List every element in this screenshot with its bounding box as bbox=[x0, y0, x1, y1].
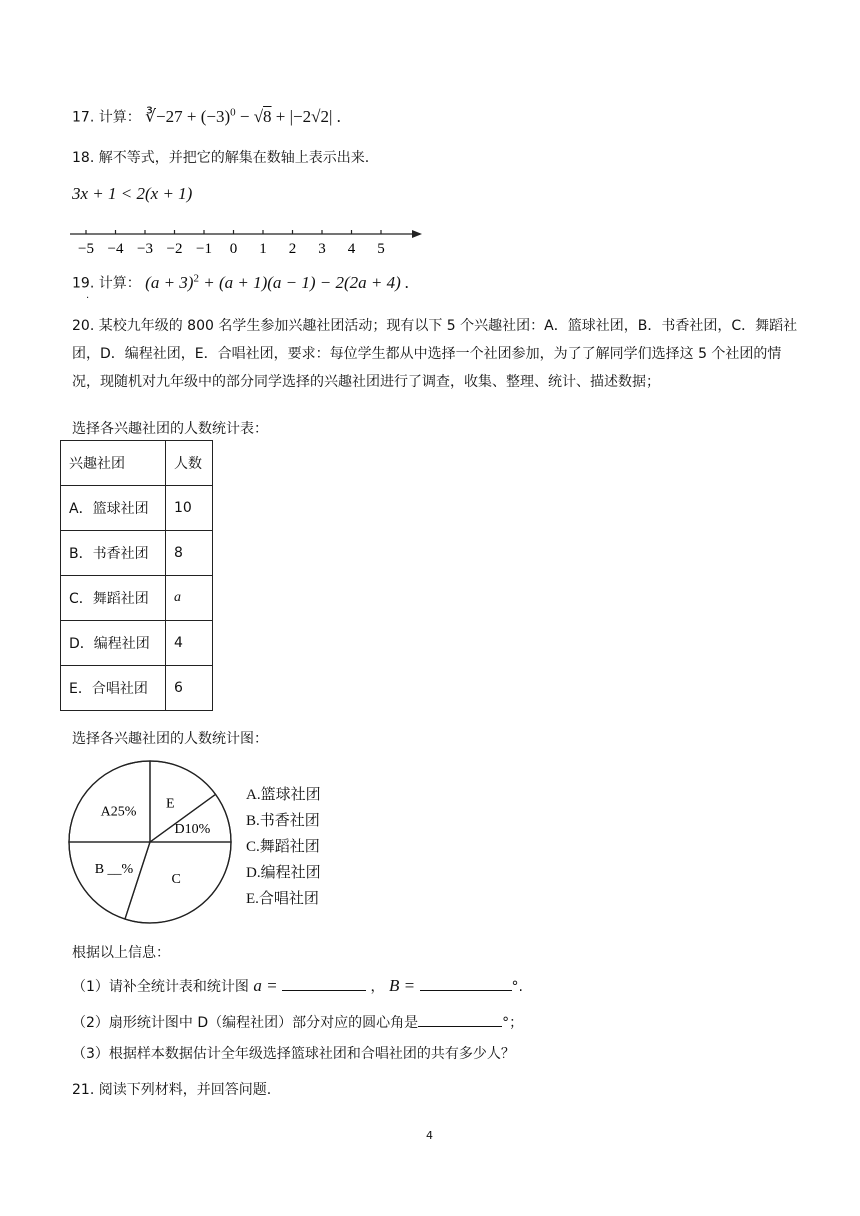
number-line-tick-label: −1 bbox=[196, 241, 212, 257]
question-19 bbox=[72, 272, 409, 293]
question-17 bbox=[72, 106, 341, 127]
question-17-expression bbox=[145, 107, 341, 126]
number-line-tick-label: 0 bbox=[229, 241, 238, 257]
table-cell-club: B．书香社团 bbox=[61, 531, 166, 576]
dot-mark: . bbox=[86, 290, 90, 301]
expr-part: + |−2√2| . bbox=[271, 106, 341, 126]
page-number: 4 bbox=[426, 1129, 433, 1142]
table-cell-club: C．舞蹈社团 bbox=[61, 576, 166, 621]
number-line-tick-label: 1 bbox=[259, 241, 267, 257]
number-line-tick-label: 4 bbox=[347, 241, 356, 257]
exponent: 2 bbox=[193, 272, 199, 284]
pie-chart bbox=[60, 756, 240, 926]
table-row bbox=[61, 621, 213, 666]
question-18-inequality: 3x + 1 < 2(x + 1) bbox=[72, 184, 193, 203]
exponent: 0 bbox=[230, 106, 236, 118]
pie-slice-label: A25% bbox=[100, 804, 137, 820]
table-cell-club: E．合唱社团 bbox=[61, 666, 166, 711]
part-1-a-label: a = bbox=[253, 976, 278, 995]
degree-mark: °； bbox=[502, 1015, 524, 1031]
question-21-label: 21. 阅读下列材料，并回答问题. bbox=[72, 1082, 272, 1098]
answer-blank bbox=[418, 1011, 502, 1027]
table-header-club: 兴趣社团 bbox=[61, 441, 166, 486]
expr-part: + (a + 1)(a − 1) − 2(2a + 4) . bbox=[198, 272, 410, 292]
number-line bbox=[60, 222, 440, 262]
table-cell-count: 10 bbox=[166, 486, 213, 531]
question-18-label: 18. 解不等式，并把它的解集在数轴上表示出来. bbox=[72, 150, 370, 166]
number-line-tick-label: 3 bbox=[318, 241, 326, 257]
table-cell-club: A．篮球社团 bbox=[61, 486, 166, 531]
pie-slice-label: E bbox=[165, 796, 175, 812]
number-line-tick-label: 2 bbox=[288, 241, 297, 257]
part-3: （3）根据样本数据估计全年级选择篮球社团和合唱社团的共有多少人？ bbox=[72, 1046, 515, 1062]
number-line-arrow bbox=[412, 230, 422, 238]
table-row bbox=[61, 531, 213, 576]
part-2 bbox=[72, 1011, 523, 1032]
chart-title: 选择各兴趣社团的人数统计图： bbox=[72, 731, 268, 747]
table-cell-count: a bbox=[166, 576, 213, 621]
answer-blank bbox=[282, 975, 366, 991]
pie-slice-label: C bbox=[171, 872, 181, 888]
question-19-label: 19. 计算： bbox=[72, 275, 141, 292]
pie-slice-label: B __% bbox=[94, 862, 134, 878]
question-19-expression bbox=[145, 273, 409, 292]
expr-part: −27 + (−3) bbox=[156, 106, 231, 126]
table-row bbox=[61, 576, 213, 621]
parts-lead: 根据以上信息： bbox=[72, 945, 170, 961]
separator: ， bbox=[370, 979, 385, 995]
part-1-b-label: B = bbox=[388, 976, 416, 995]
part-1-text: （1）请补全统计表和统计图 bbox=[72, 979, 249, 995]
table-cell-count: 6 bbox=[166, 666, 213, 711]
legend-item: A.篮球社团 bbox=[246, 787, 321, 803]
table-row bbox=[61, 666, 213, 711]
legend-item: E.合唱社团 bbox=[246, 891, 319, 907]
table-header-row bbox=[61, 441, 213, 486]
table-title: 选择各兴趣社团的人数统计表： bbox=[72, 421, 268, 437]
table-cell-count: 8 bbox=[166, 531, 213, 576]
question-20-intro: 20. 某校九年级的 800 名学生参加兴趣社团活动；现有以下 5 个兴趣社团：A．篮球社团，B．书香社团，C．舞蹈社团，D．编程社团，E．合唱社团，要求：每位学生都从中选择一个社团参加，为了了解同学们选择这 5 个社团的情况，现随机对九年级中的部分同学选择的兴趣社团进行了调查，收集、整理、统计、描述数据； bbox=[72, 318, 798, 390]
part-1 bbox=[72, 975, 523, 996]
number-line-tick-label: −4 bbox=[107, 241, 124, 257]
table-cell-count: 4 bbox=[166, 621, 213, 666]
table-row bbox=[61, 486, 213, 531]
expr-part: (a + 3) bbox=[145, 272, 194, 292]
club-count-table bbox=[60, 440, 213, 711]
part-2-text: （2）扇形统计图中 D（编程社团）部分对应的圆心角是 bbox=[72, 1015, 419, 1031]
radicand: 8 bbox=[263, 106, 272, 126]
degree-mark: °. bbox=[511, 979, 523, 995]
number-line-tick-label: 5 bbox=[377, 241, 385, 257]
number-line-tick-label: −3 bbox=[137, 241, 153, 257]
legend-item: D.编程社团 bbox=[246, 865, 321, 881]
question-17-label: 17. 计算： bbox=[72, 109, 141, 126]
answer-blank bbox=[420, 975, 512, 991]
cube-root-sign: ∛ bbox=[145, 106, 157, 126]
legend-item: C.舞蹈社团 bbox=[246, 839, 320, 855]
table-cell-club: D．编程社团 bbox=[61, 621, 166, 666]
expr-part: − √ bbox=[235, 106, 264, 126]
pie-legend bbox=[246, 782, 321, 912]
number-line-tick-label: −2 bbox=[166, 241, 183, 257]
table-header-count: 人数 bbox=[166, 441, 213, 486]
legend-item: B.书香社团 bbox=[246, 813, 320, 829]
number-line-tick-label: −5 bbox=[78, 241, 94, 257]
pie-slice-label: D10% bbox=[174, 822, 211, 838]
